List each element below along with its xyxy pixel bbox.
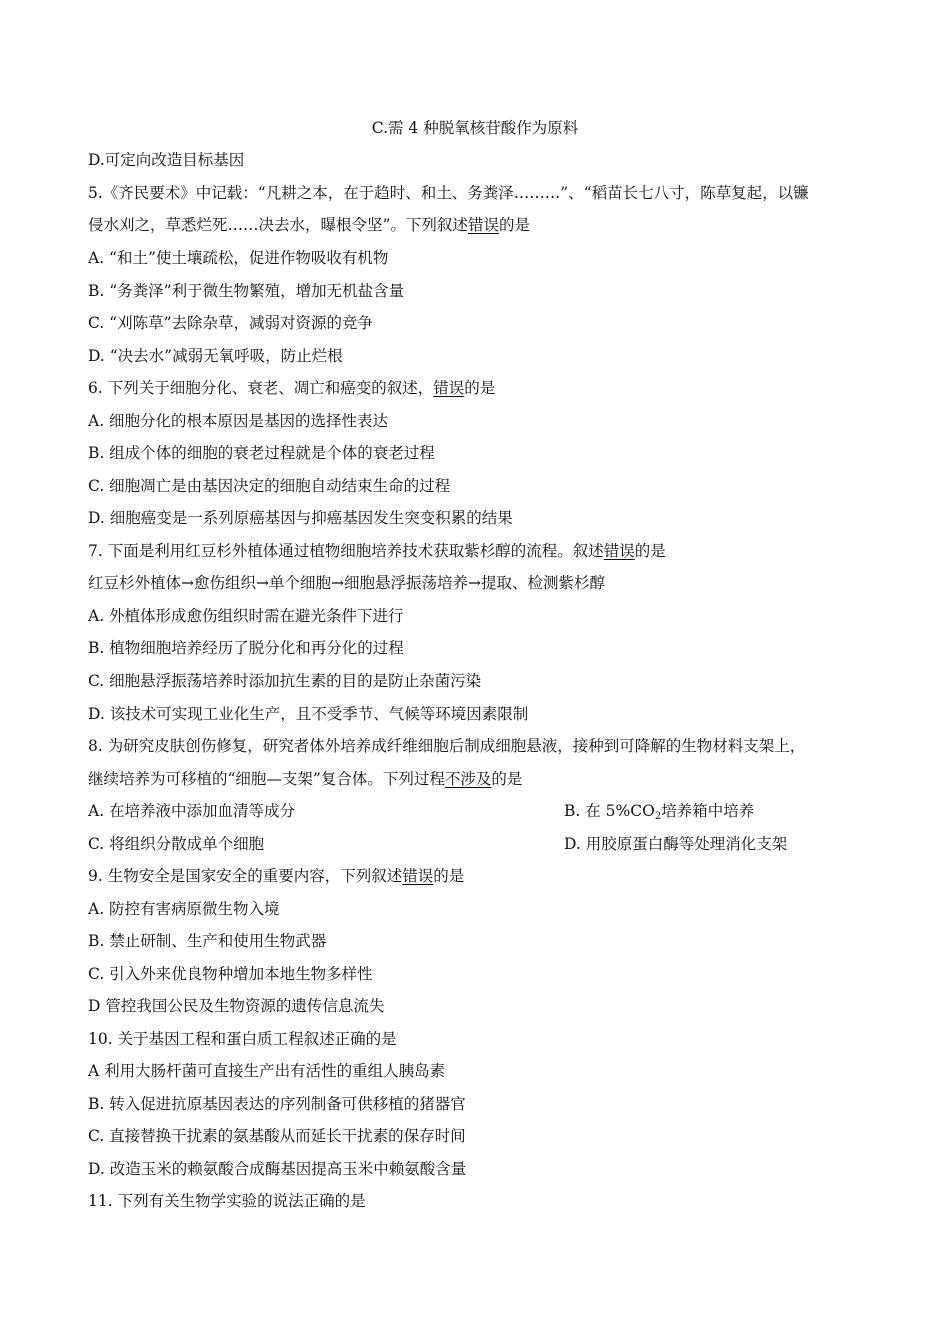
option-8d: D. 用胶原蛋白酶等处理消化支架 (564, 835, 788, 853)
option-8a: A. 在培养液中添加血清等成分 (88, 802, 296, 820)
emphasis-wrong: 错误 (402, 867, 434, 885)
option-5c: C. “刈陈草”去除杂草，减弱对资源的竞争 (88, 314, 374, 332)
option-5a: A. “和土”使土壤疏松，促进作物吸收有机物 (88, 249, 389, 267)
question-9-stem (88, 866, 878, 886)
emphasis-wrong: 错误 (433, 379, 465, 397)
question-11-stem: 11. 下列有关生物学实验的说法正确的是 (88, 1192, 366, 1210)
option-9a: A. 防控有害病原微生物入境 (88, 900, 280, 918)
option-9d: D 管控我国公民及生物资源的遗传信息流失 (88, 997, 385, 1015)
option-7c: C. 细胞悬浮振荡培养时添加抗生素的目的是防止杂菌污染 (88, 672, 482, 690)
option-6c: C. 细胞凋亡是由基因决定的细胞自动结束生命的过程 (88, 477, 451, 495)
option-9c: C. 引入外来优良物种增加本地生物多样性 (88, 965, 373, 983)
question-5-suffix: 的是 (498, 216, 530, 234)
option-7b: B. 植物细胞培养经历了脱分化和再分化的过程 (88, 639, 404, 657)
option-9b: B. 禁止研制、生产和使用生物武器 (88, 932, 327, 950)
question-6-suffix: 的是 (464, 379, 496, 397)
question-5-stem-line1: 5.《齐民要术》中记载：“凡耕之本，在于趋时、和土、务粪泽………”、“稻苗长七八寸，陈草复起，以镰 (88, 184, 809, 202)
emphasis-not-involved: 不涉及 (444, 770, 492, 788)
question-9-suffix: 的是 (433, 867, 465, 885)
option-10d: D. 改造玉米的赖氨酸合成酶基因提高玉米中赖氨酸含量 (88, 1160, 467, 1178)
question-9-stem-text: 9. 生物安全是国家安全的重要内容，下列叙述 (88, 867, 403, 885)
option-6d: D. 细胞癌变是一系列原癌基因与抑癌基因发生突变积累的结果 (88, 509, 513, 527)
option-5d: D. “决去水”减弱无氧呼吸，防止烂根 (88, 347, 343, 365)
option-10b: B. 转入促进抗原基因表达的序列制备可供移植的猪器官 (88, 1095, 466, 1113)
option-10c: C. 直接替换干扰素的氨基酸从而延长干扰素的保存时间 (88, 1127, 466, 1145)
emphasis-wrong: 错误 (467, 216, 499, 234)
option-4d: D.可定向改造目标基因 (88, 151, 245, 169)
question-8-stem-text: 继续培养为可移植的“细胞—支架”复合体。下列过程 (88, 770, 445, 788)
option-6a: A. 细胞分化的根本原因是基因的选择性表达 (88, 412, 389, 430)
question-8-stem-line1: 8. 为研究皮肤创伤修复，研究者体外培养成纤维细胞后制成细胞悬液，接种到可降解的生物材料支架上， (88, 737, 806, 755)
option-4c: C.需 4 种脱氧核苷酸作为原料 (371, 119, 579, 137)
option-8c: C. 将组织分散成单个细胞 (88, 835, 265, 853)
question-5-stem-text: 侵水刈之，草悉烂死……决去水，曝根令坚”。下列叙述 (88, 216, 468, 234)
co2-subscript: 2 (654, 811, 662, 822)
emphasis-wrong: 错误 (603, 542, 635, 560)
option-10a: A 利用大肠杆菌可直接生产出有活性的重组人胰岛素 (88, 1062, 446, 1080)
question-10-stem: 10. 关于基因工程和蛋白质工程叙述正确的是 (88, 1030, 397, 1048)
option-8b-text: B. 在 5%CO (564, 802, 655, 820)
option-6b: B. 组成个体的细胞的衰老过程就是个体的衰老过程 (88, 444, 435, 462)
question-7-suffix: 的是 (634, 542, 666, 560)
question-8-stem-line2 (88, 769, 878, 789)
option-7a: A. 外植体形成愈伤组织时需在避光条件下进行 (88, 607, 404, 625)
option-8b-tail: 培养箱中培养 (661, 802, 755, 820)
question-5-stem-line2 (88, 215, 878, 235)
question-7-stem-text: 7. 下面是利用红豆杉外植体通过植物细胞培养技术获取紫杉醇的流程。叙述 (88, 542, 604, 560)
option-5b: B. “务粪泽”利于微生物繁殖，增加无机盐含量 (88, 282, 405, 300)
option-8b (564, 801, 754, 827)
question-6-stem (88, 378, 878, 398)
question-7-stem (88, 541, 878, 561)
question-7-flow: 红豆杉外植体→愈伤组织→单个细胞→细胞悬浮振荡培养→提取、检测紫杉醇 (88, 574, 605, 592)
question-8-suffix: 的是 (491, 770, 523, 788)
question-6-stem-text: 6. 下列关于细胞分化、衰老、凋亡和癌变的叙述， (88, 379, 434, 397)
question-8-options-row2 (88, 834, 878, 854)
question-8-options-row1 (88, 801, 878, 821)
option-7d: D. 该技术可实现工业化生产，且不受季节、气候等环境因素限制 (88, 705, 529, 723)
